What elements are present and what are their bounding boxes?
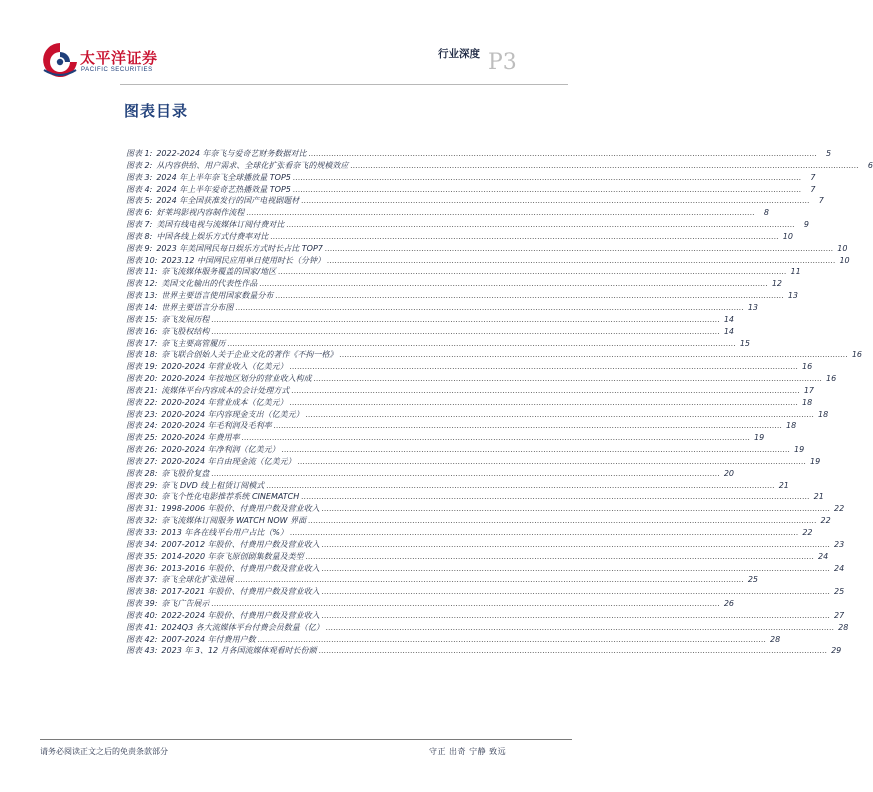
toc-entry-title: 2023.12 中国网民应用单日使用时长（分钟） <box>161 255 326 265</box>
toc-entry-leader <box>282 444 791 456</box>
toc-entry-label: 图表 27: <box>126 456 158 466</box>
toc-entry-leader <box>301 195 810 207</box>
toc-entry-leader <box>246 207 755 219</box>
toc-entry-leader <box>322 503 831 515</box>
toc-entry[interactable] <box>126 314 735 326</box>
toc-entry[interactable] <box>126 243 848 255</box>
toc-entry-page: 14 <box>723 314 735 324</box>
toc-entry-leader <box>293 184 802 196</box>
toc-entry-leader <box>291 385 800 397</box>
toc-entry-label: 图表 18: <box>126 350 158 360</box>
toc-entry-leader <box>314 373 823 385</box>
toc-entry-label: 图表 13: <box>126 291 158 301</box>
toc-entry-page: 19 <box>753 433 765 443</box>
toc-entry-title: 奈飞股价复盘 <box>161 468 210 478</box>
toc-entry-label: 图表 40: <box>126 610 158 620</box>
toc-entry-label: 图表 7: <box>126 220 153 230</box>
toc-entry-title: 世界主要语言使用国家数量分布 <box>161 291 274 301</box>
toc-entry-leader <box>290 527 799 539</box>
toc-entry-label: 图表 16: <box>126 326 158 336</box>
page-number: P3 <box>488 50 517 75</box>
toc-entry-label: 图表 19: <box>126 362 158 372</box>
toc-entry[interactable] <box>126 420 797 432</box>
toc-entry-title: 2007-2012 年股价、付费用户数及营业收入 <box>161 539 320 549</box>
toc-entry-leader <box>325 243 834 255</box>
toc-entry-title: 美国有线电视与流媒体订阅付费对比 <box>156 220 285 230</box>
footer-disclaimer: 请务必阅读正文之后的免责条款部分 <box>40 747 168 756</box>
toc-entry-page: 21 <box>813 492 824 502</box>
toc-entry-leader <box>270 231 779 243</box>
toc-entry[interactable] <box>126 148 832 160</box>
toc-entry-label: 图表 15: <box>126 314 158 324</box>
toc-entry-label: 图表 38: <box>126 587 158 597</box>
toc-entry-title: 世界主要语言分布图 <box>161 302 234 312</box>
toc-entry-leader <box>211 468 720 480</box>
toc-entry-page: 16 <box>851 350 863 360</box>
toc-entry-title: 好莱坞影视内容制作流程 <box>156 208 245 218</box>
toc-entry-page: 29 <box>831 646 842 656</box>
toc-entry-title: 奈飞流媒体订阅服务 WATCH NOW 界面 <box>161 516 307 526</box>
toc-entry-label: 图表 29: <box>126 480 158 490</box>
toc-entry[interactable] <box>126 444 805 456</box>
toc-entry-leader <box>227 338 736 350</box>
toc-entry-leader <box>322 586 831 598</box>
toc-entry[interactable] <box>126 515 831 527</box>
toc-entry-page: 11 <box>790 267 801 277</box>
toc-entry-page: 12 <box>771 279 783 289</box>
toc-entry-page: 20 <box>723 468 735 478</box>
toc-entry-page: 8 <box>763 208 769 218</box>
toc-entry-label: 图表 30: <box>126 492 158 502</box>
toc-entry-leader <box>322 563 831 575</box>
toc-entry[interactable] <box>126 527 813 539</box>
toc-entry-label: 图表 22: <box>126 397 158 407</box>
toc-entry-title: 2023 年 3、12 月各国流媒体观看时长份额 <box>161 646 317 656</box>
toc-entry-leader <box>306 409 815 421</box>
table-of-figures <box>126 148 873 657</box>
toc-entry[interactable] <box>126 432 765 444</box>
toc-entry-page: 19 <box>793 445 805 455</box>
toc-entry-leader <box>339 349 848 361</box>
toc-entry-page: 7 <box>810 172 816 182</box>
toc-entry-page: 13 <box>747 302 759 312</box>
toc-entry[interactable] <box>126 195 824 207</box>
toc-entry[interactable] <box>126 622 849 634</box>
toc-entry[interactable] <box>126 491 824 503</box>
footer-divider <box>40 739 572 740</box>
toc-entry-title: 2020-2024 年毛利润及毛利率 <box>161 421 272 431</box>
toc-entry-page: 24 <box>833 563 845 573</box>
toc-entry-leader <box>327 255 836 267</box>
toc-entry[interactable] <box>126 326 735 338</box>
toc-entry-leader <box>286 219 795 231</box>
logo-english-name: PACIFIC SECURITIES <box>81 67 153 73</box>
toc-entry[interactable] <box>126 610 845 622</box>
toc-entry[interactable] <box>126 231 793 243</box>
toc-entry-label: 图表 24: <box>126 421 158 431</box>
toc-entry-label: 图表 42: <box>126 634 158 644</box>
toc-entry-leader <box>301 491 810 503</box>
toc-entry-page: 22 <box>833 504 845 514</box>
toc-entry-page: 21 <box>778 480 789 490</box>
toc-entry[interactable] <box>126 409 829 421</box>
toc-entry-title: 奈飞全球化扩张进展 <box>161 575 234 585</box>
toc-entry-label: 图表 12: <box>126 279 158 289</box>
toc-entry-leader <box>278 266 787 278</box>
toc-entry-leader <box>211 598 720 610</box>
toc-entry[interactable] <box>126 338 751 350</box>
toc-entry[interactable] <box>126 373 837 385</box>
toc-entry-title: 2013 年各在线平台用户占比（%） <box>161 528 288 537</box>
toc-entry[interactable] <box>126 503 845 515</box>
toc-entry-title: 2013-2016 年股价、付费用户数及营业收入 <box>161 563 320 573</box>
toc-entry-page: 17 <box>803 385 815 395</box>
toc-entry-label: 图表 3: <box>126 172 153 182</box>
toc-entry-title: 中国各线上娱乐方式付费率对比 <box>156 231 269 241</box>
toc-entry[interactable] <box>126 551 829 563</box>
toc-entry-page: 10 <box>839 255 850 265</box>
toc-entry-title: 2024 年上半年奈飞全球播放量 TOP5 <box>156 172 291 182</box>
toc-entry[interactable] <box>126 266 801 278</box>
toc-entry-title: 2014-2020 年奈飞原创剧集数量及类型 <box>161 551 304 561</box>
toc-entry-leader <box>326 622 835 634</box>
footer-slogan: 守正 出奇 宁静 致远 <box>429 747 507 756</box>
toc-entry[interactable] <box>126 361 813 373</box>
toc-entry-label: 图表 17: <box>126 338 158 348</box>
toc-entry[interactable] <box>126 207 769 219</box>
toc-entry-title: 奈飞个性化电影推荐系统 CINEMATCH <box>161 492 300 502</box>
toc-entry-leader <box>211 326 720 338</box>
toc-entry-leader <box>235 302 744 314</box>
toc-entry-label: 图表 43: <box>126 646 158 656</box>
toc-entry-page: 18 <box>801 397 813 407</box>
toc-entry-page: 13 <box>787 291 799 301</box>
toc-entry-page: 23 <box>833 539 845 549</box>
toc-entry-page: 28 <box>769 634 781 644</box>
toc-entry-title: 2022-2024 年股价、付费用户数及营业收入 <box>161 610 320 620</box>
toc-entry-page: 24 <box>817 551 829 561</box>
toc-entry-page: 9 <box>803 220 809 230</box>
toc-entry-label: 图表 9: <box>126 243 153 253</box>
toc-entry-title: 2020-2024 年内容现金支出（亿美元） <box>161 409 304 419</box>
toc-entry-label: 图表 23: <box>126 409 158 419</box>
toc-entry[interactable] <box>126 563 845 575</box>
toc-entry-label: 图表 5: <box>126 196 153 206</box>
toc-entry[interactable] <box>126 172 816 184</box>
toc-entry-leader <box>306 551 815 563</box>
toc-entry[interactable] <box>126 574 759 586</box>
toc-entry-page: 6 <box>867 160 873 170</box>
toc-entry-page: 26 <box>723 599 735 609</box>
toc-entry-page: 18 <box>785 421 797 431</box>
toc-entry-leader <box>290 361 799 373</box>
toc-entry-label: 图表 6: <box>126 208 153 218</box>
toc-entry[interactable] <box>126 586 845 598</box>
toc-entry-leader <box>258 634 767 646</box>
toc-entry-label: 图表 34: <box>126 539 158 549</box>
toc-entry-label: 图表 25: <box>126 433 158 443</box>
toc-entry-label: 图表 21: <box>126 385 158 395</box>
toc-entry-label: 图表 26: <box>126 445 158 455</box>
toc-entry-title: 奈飞联合创始人关于企业文化的著作《不拘一格》 <box>161 350 338 360</box>
toc-entry-label: 图表 4: <box>126 184 153 194</box>
toc-entry-title: 2020-2024 年营业成本（亿美元） <box>161 397 288 407</box>
toc-entry-page: 22 <box>802 528 813 537</box>
toc-entry-page: 14 <box>723 326 735 336</box>
toc-entry-label: 图表 41: <box>126 622 158 632</box>
header-divider <box>120 84 568 85</box>
toc-entry[interactable] <box>126 645 842 657</box>
toc-entry-page: 27 <box>833 610 845 620</box>
toc-entry-leader <box>274 420 783 432</box>
toc-entry[interactable] <box>126 255 850 267</box>
toc-entry-label: 图表 2: <box>126 160 153 170</box>
report-type-label: 行业深度 <box>438 48 480 60</box>
toc-entry[interactable] <box>126 219 809 231</box>
toc-entry-title: 2024Q3 各大流媒体平台付费会员数量（亿） <box>161 622 324 632</box>
toc-entry-leader <box>259 278 768 290</box>
toc-entry-title: 奈飞股权结构 <box>161 326 210 336</box>
toc-entry-leader <box>211 314 720 326</box>
toc-entry[interactable] <box>126 598 735 610</box>
toc-entry[interactable] <box>126 184 816 196</box>
toc-entry-page: 25 <box>833 587 845 597</box>
toc-entry-page: 19 <box>809 456 821 466</box>
toc-entry-title: 2024 年全国获准发行的国产电视剧题材 <box>156 196 300 206</box>
toc-entry-label: 图表 35: <box>126 551 158 561</box>
toc-entry-page: 7 <box>818 196 824 206</box>
toc-entry[interactable] <box>126 160 873 172</box>
toc-entry-leader <box>308 148 817 160</box>
toc-entry-page: 18 <box>817 409 829 419</box>
toc-entry-page: 28 <box>838 622 849 632</box>
toc-entry-label: 图表 10: <box>126 255 158 265</box>
toc-entry[interactable] <box>126 278 783 290</box>
company-logo <box>40 40 180 80</box>
toc-entry-leader <box>350 160 859 172</box>
toc-entry-page: 10 <box>782 231 793 241</box>
toc-entry[interactable] <box>126 302 759 314</box>
toc-entry-leader <box>322 539 831 551</box>
toc-entry[interactable] <box>126 539 845 551</box>
toc-entry[interactable] <box>126 385 815 397</box>
toc-entry-title: 奈飞流媒体服务覆盖的国家/地区 <box>161 267 277 277</box>
toc-entry-title: 奈飞广告展示 <box>161 599 210 609</box>
toc-entry-page: 7 <box>810 184 816 194</box>
toc-entry-page: 16 <box>825 374 837 384</box>
toc-entry-title: 1998-2006 年股价、付费用户数及营业收入 <box>161 504 320 514</box>
toc-entry[interactable] <box>126 397 813 409</box>
toc-entry-leader <box>319 645 828 657</box>
toc-entry-title: 2020-2024 年费用率 <box>161 433 240 443</box>
toc-entry-title: 2024 年上半年爱奇艺热播效量 TOP5 <box>156 184 291 194</box>
toc-entry-leader <box>235 574 744 586</box>
toc-entry-leader <box>293 172 802 184</box>
toc-entry-label: 图表 14: <box>126 302 158 312</box>
toc-entry-label: 图表 1: <box>126 149 153 158</box>
toc-entry-title: 2017-2021 年股价、付费用户数及营业收入 <box>161 587 320 597</box>
toc-entry-page: 10 <box>837 243 848 253</box>
toc-entry-title: 奈飞 DVD 线上租赁订阅模式 <box>161 480 265 490</box>
logo-chinese-name: 太平洋证券 <box>80 49 158 67</box>
toc-entry-leader <box>308 515 817 527</box>
toc-entry-leader <box>298 456 807 468</box>
toc-entry-label: 图表 33: <box>126 528 158 537</box>
toc-entry-title: 2023 年美国网民每日娱乐方式时长占比 TOP7 <box>156 243 323 253</box>
toc-entry-page: 15 <box>739 338 751 348</box>
toc-entry[interactable] <box>126 456 821 468</box>
toc-entry[interactable] <box>126 480 789 492</box>
toc-entry-title: 美国文化输出的代表性作品 <box>161 279 258 289</box>
toc-entry-title: 2020-2024 年自由现金流（亿美元） <box>161 456 296 466</box>
toc-entry-title: 2020-2024 年营业收入（亿美元） <box>161 362 288 372</box>
toc-entry-leader <box>275 290 784 302</box>
toc-entry[interactable] <box>126 634 781 646</box>
toc-entry-title: 2022-2024 年奈飞与爱奇艺财务数据对比 <box>156 149 307 158</box>
toc-entry-page: 5 <box>825 149 832 158</box>
toc-entry-label: 图表 20: <box>126 374 158 384</box>
toc-entry-title: 2020-2024 年净利润（亿美元） <box>161 445 280 455</box>
toc-entry-title: 奈飞发展历程 <box>161 314 210 324</box>
toc-entry-title: 从内容供给、用户需求、全球化扩张看奈飞的规模效应 <box>156 160 349 170</box>
toc-entry-leader <box>266 480 775 492</box>
toc-entry[interactable] <box>126 468 735 480</box>
toc-entry-label: 图表 8: <box>126 231 153 241</box>
toc-entry-title: 2020-2024 年按地区划分的营业收入构成 <box>161 374 312 384</box>
pacific-securities-logo-icon <box>40 40 80 80</box>
toc-entry[interactable] <box>126 290 799 302</box>
toc-entry-label: 图表 28: <box>126 468 158 478</box>
toc-entry-label: 图表 11: <box>126 267 158 277</box>
toc-entry-label: 图表 39: <box>126 599 158 609</box>
toc-entry-title: 奈飞主要高管履历 <box>161 338 226 348</box>
toc-entry-page: 22 <box>820 516 831 526</box>
toc-entry[interactable] <box>126 349 863 361</box>
toc-entry-title: 2007-2024 年付费用户数 <box>161 634 256 644</box>
toc-entry-label: 图表 37: <box>126 575 158 585</box>
toc-entry-label: 图表 32: <box>126 516 158 526</box>
toc-entry-leader <box>322 610 831 622</box>
toc-entry-leader <box>290 397 799 409</box>
toc-entry-label: 图表 31: <box>126 504 158 514</box>
toc-entry-page: 16 <box>801 362 813 372</box>
toc-entry-label: 图表 36: <box>126 563 158 573</box>
toc-entry-page: 25 <box>747 575 759 585</box>
toc-entry-title: 流媒体平台内容成本的会计处理方式 <box>161 385 290 395</box>
toc-entry-leader <box>242 432 751 444</box>
toc-heading: 图表目录 <box>124 102 189 120</box>
